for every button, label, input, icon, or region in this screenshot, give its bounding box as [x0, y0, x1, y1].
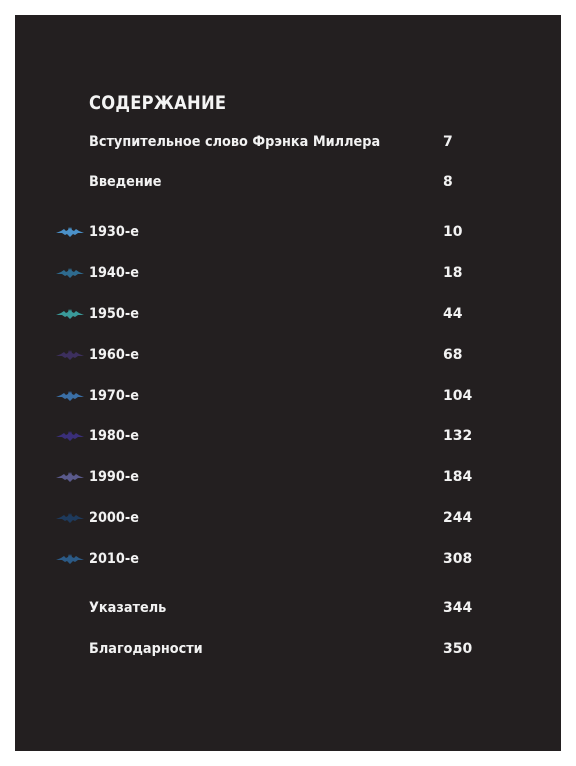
toc-entry-page-number: 7 — [443, 134, 453, 150]
toc-entry-label: 1980-е — [89, 428, 139, 444]
toc-entry-page-number: 68 — [443, 347, 463, 363]
toc-entry-page-number: 44 — [443, 306, 463, 322]
toc-entry-page-number: 18 — [443, 265, 463, 281]
toc-entry-page-number: 344 — [443, 600, 473, 616]
toc-entry — [15, 467, 561, 487]
toc-entry-label: Вступительное слово Фрэнка Миллера — [89, 134, 381, 150]
toc-entry — [15, 263, 561, 283]
toc-entry-page-number: 104 — [443, 388, 473, 404]
toc-entry — [15, 549, 561, 569]
toc-entry-label: Введение — [89, 174, 162, 190]
bat-icon — [56, 390, 84, 402]
toc-entry-label: 1990-е — [89, 469, 139, 485]
toc-entry — [15, 598, 561, 618]
toc-entry-label: 1970-е — [89, 388, 139, 404]
toc-entry — [15, 345, 561, 365]
bat-icon — [56, 430, 84, 442]
toc-entry-page-number: 10 — [443, 224, 463, 240]
toc-entry — [15, 304, 561, 324]
toc-entry-page-number: 244 — [443, 510, 473, 526]
toc-entry-label: 1960-е — [89, 347, 139, 363]
toc-entry-page-number: 132 — [443, 428, 473, 444]
bat-icon — [56, 349, 84, 361]
bat-icon — [56, 267, 84, 279]
toc-entry — [15, 508, 561, 528]
bat-icon — [56, 471, 84, 483]
toc-entry-label: 1940-е — [89, 265, 139, 281]
toc-entry-page-number: 350 — [443, 641, 473, 657]
toc-entry-label: 1950-е — [89, 306, 139, 322]
toc-entry — [15, 132, 561, 152]
page-title: СОДЕРЖАНИЕ — [89, 92, 227, 114]
bat-icon — [56, 553, 84, 565]
toc-entry-label: 1930-е — [89, 224, 139, 240]
toc-entry — [15, 222, 561, 242]
bat-icon — [56, 226, 84, 238]
toc-entry-label: Указатель — [89, 600, 167, 616]
toc-entry-page-number: 308 — [443, 551, 473, 567]
toc-entry-label: 2000-е — [89, 510, 139, 526]
toc-page — [15, 15, 561, 751]
toc-entry — [15, 639, 561, 659]
toc-entry — [15, 386, 561, 406]
toc-entry-label: Благодарности — [89, 641, 203, 657]
toc-entry-page-number: 184 — [443, 469, 473, 485]
bat-icon — [56, 512, 84, 524]
toc-entry — [15, 426, 561, 446]
toc-entry-label: 2010-е — [89, 551, 139, 567]
bat-icon — [56, 308, 84, 320]
toc-entry-page-number: 8 — [443, 174, 453, 190]
toc-entry — [15, 172, 561, 192]
